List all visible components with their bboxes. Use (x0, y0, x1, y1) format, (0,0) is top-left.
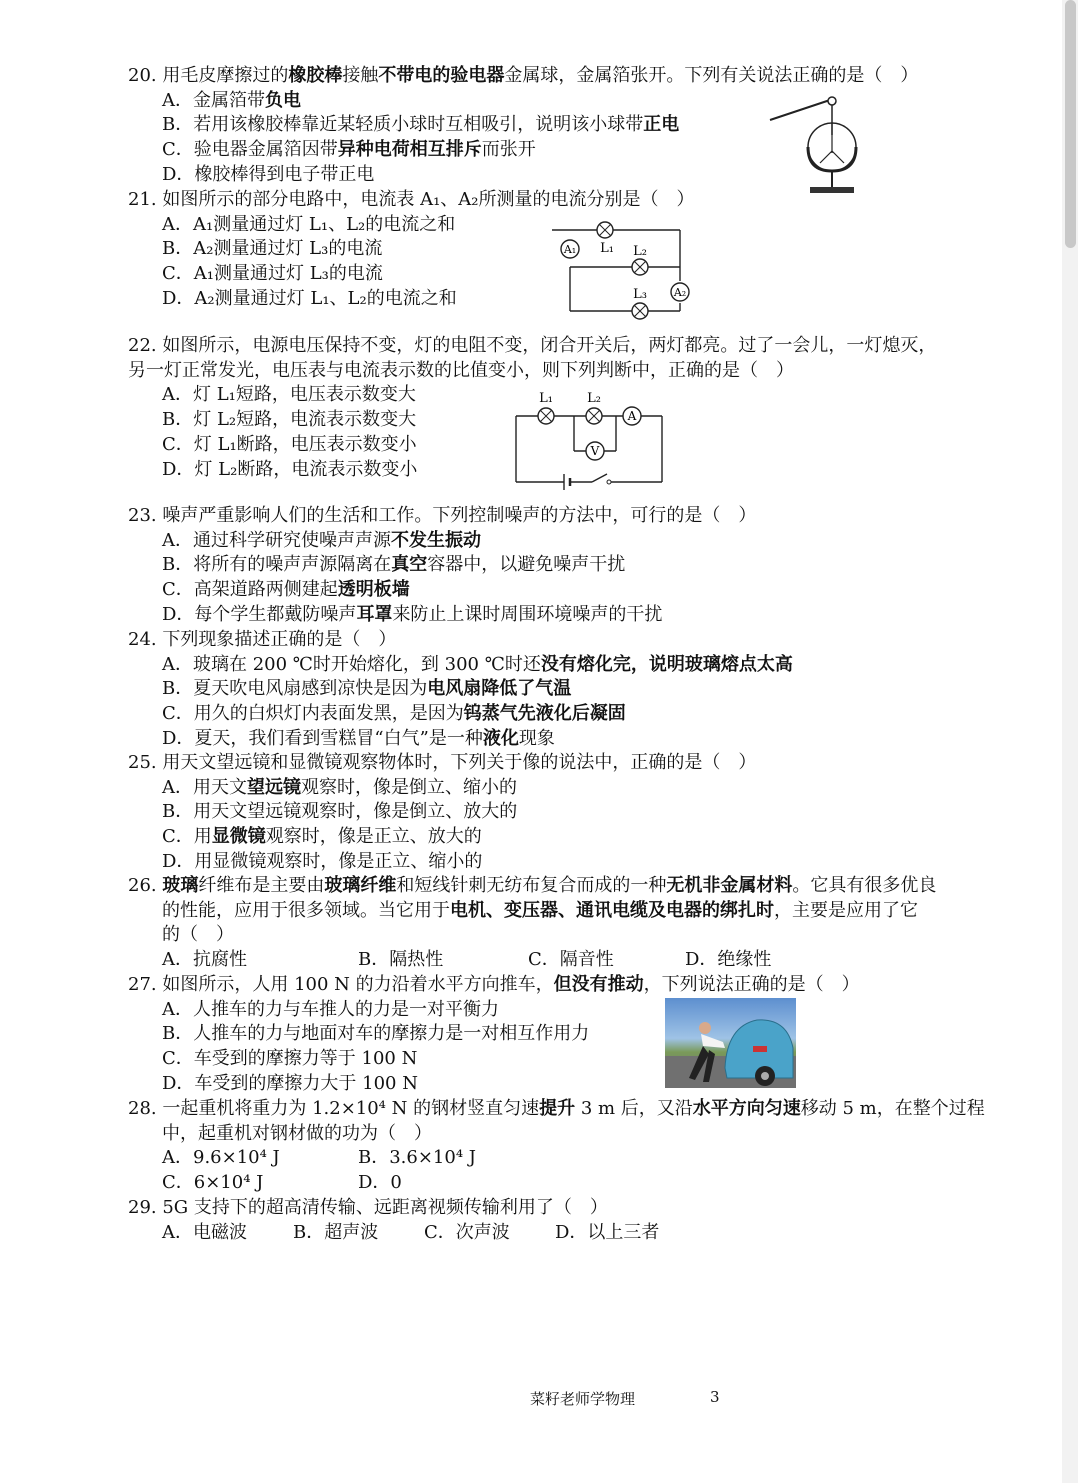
svg-text:A₁: A₁ (563, 243, 577, 256)
q26-option-d[interactable]: D．绝缘性 (685, 949, 772, 971)
q29-option-c[interactable]: C．次声波 (424, 1221, 510, 1243)
q22-option-a[interactable]: A．灯 L₁短路，电压表示数变大 (162, 384, 416, 406)
q23-d-bold: 耳罩 (356, 603, 393, 625)
q21-option-b[interactable]: B．A₂测量通过灯 L₃的电流 (162, 238, 383, 260)
q22-stem-line2: 另一灯正常发光，电压表与电流表示数的比值变小，则下列判断中，正确的是（ ） (128, 359, 794, 381)
q28-line1-mid: 3 m 后，又沿 (575, 1098, 693, 1119)
q21-lamp-l1 (597, 222, 614, 256)
q20-stem-mid: 接触 (342, 65, 379, 86)
q28-stem-line2: 中，起重机对钢材做的功为（ ） (162, 1122, 432, 1144)
q25-option-d[interactable]: D．用显微镜观察时，像是正立、缩小的 (162, 850, 483, 872)
q22-lamp-l1 (538, 391, 554, 424)
svg-text:L₁: L₁ (600, 241, 614, 256)
q28-option-b[interactable]: B．3.6×10⁴ J (358, 1147, 476, 1169)
q21-stem: 21. 如图所示的部分电路中，电流表 A₁、A₂所测量的电流分别是（ ） (128, 189, 695, 210)
footer-source: 菜籽老师学物理 (530, 1390, 636, 1408)
q20-bold-1: 橡胶棒 (288, 65, 343, 86)
q26-option-c[interactable]: C．隔音性 (528, 949, 614, 971)
question-28 (128, 1097, 985, 1196)
q20-a-text: A．金属箔带 (162, 89, 265, 111)
q26-bold-1: 玻璃 (162, 875, 199, 896)
q21-option-d[interactable]: D．A₂测量通过灯 L₁、L₂的电流之和 (162, 287, 457, 309)
q21-option-a[interactable]: A．A₁测量通过灯 L₁、L₂的电流之和 (162, 213, 456, 235)
q28-line1-text: 28. 一起重机将重力为 1.2×10⁴ N 的钢材竖直匀速 (128, 1098, 540, 1119)
q22-circuit-figure (512, 388, 667, 493)
q23-option-b[interactable] (128, 553, 756, 578)
q24-a-bold: 没有熔化完，说明玻璃熔点太高 (540, 653, 793, 675)
q26-stem-line1 (128, 874, 936, 899)
q20-c-bold: 异种电荷相互排斥 (337, 139, 482, 161)
q20-a-bold: 负电 (265, 89, 301, 111)
q21-lamp-l2 (632, 244, 648, 275)
q26-text-3: 。它具有很多优良 (792, 875, 937, 896)
q21-circuit-figure (550, 215, 700, 327)
q22-stem-line1: 22. 如图所示，电源电压保持不变，灯的电阻不变，闭合开关后，两灯都亮。过了一会儿，一灯熄灭， (128, 335, 937, 356)
q23-d-text: D．每个学生都戴防噪声 (162, 603, 357, 625)
q23-option-a[interactable] (128, 529, 756, 554)
page-number: 3 (710, 1388, 720, 1406)
q23-a-bold: 不发生振动 (391, 529, 481, 551)
q21-lamp-l3 (632, 287, 648, 319)
q27-option-a[interactable]: A．人推车的力与车推人的力是一对平衡力 (162, 998, 499, 1020)
q26-stem-line2 (128, 899, 936, 924)
q25-c-text: C．用 (162, 826, 212, 848)
q27-stem (128, 973, 860, 998)
q26-line2-post: ，主要是应用了它 (774, 899, 918, 921)
q28-option-d[interactable]: D．0 (358, 1172, 402, 1194)
svg-text:L₂: L₂ (633, 244, 647, 259)
q20-c-post: 而张开 (481, 139, 536, 161)
q26-options-row (128, 948, 936, 973)
q29-option-a[interactable]: A．电磁波 (162, 1221, 247, 1243)
q27-option-c[interactable]: C．车受到的摩擦力等于 100 N (162, 1048, 418, 1070)
q26-stem-line3: 的（ ） (162, 924, 234, 946)
q20-stem (128, 64, 918, 89)
q26-option-a[interactable]: A．抗腐性 (162, 949, 247, 971)
svg-text:L₂: L₂ (587, 391, 601, 406)
svg-text:A₂: A₂ (673, 286, 687, 299)
q20-option-d[interactable]: D．橡胶棒得到电子带正电 (162, 163, 375, 185)
q23-d-post: 来防止上课时周围环境噪声的干扰 (392, 603, 663, 625)
svg-text:A: A (627, 409, 637, 423)
q25-option-c[interactable] (128, 825, 756, 850)
question-25 (128, 751, 756, 875)
q23-b-bold: 真空 (391, 554, 428, 576)
q24-a-text: A．玻璃在 200 ℃时开始熔化，到 300 ℃时还 (162, 653, 541, 675)
q20-bold-2: 不带电的验电器 (378, 65, 505, 86)
q20-b-bold: 正电 (643, 114, 680, 136)
q26-text-1: 纤维布是主要由 (198, 875, 325, 896)
q28-line1-post: 移动 5 m，在整个过程 (800, 1098, 985, 1119)
q28-bold-1: 提升 (539, 1098, 576, 1119)
q21-ammeter-a2 (671, 283, 689, 301)
q25-stem: 25. 用天文望远镜和显微镜观察物体时，下列关于像的说法中，正确的是（ ） (128, 752, 757, 773)
q23-a-text: A．通过科学研究使噪声声源 (162, 529, 391, 551)
q25-c-post: 观察时，像是正立、放大的 (265, 826, 482, 848)
q24-stem: 24. 下列现象描述正确的是（ ） (128, 629, 397, 650)
q24-c-bold: 钨蒸气先液化后凝固 (463, 703, 626, 725)
q26-line2-bold: 电机、变压器、通讯电缆及电器的绑扎时 (450, 899, 774, 921)
q24-option-b[interactable] (128, 677, 793, 702)
q25-c-bold: 显微镜 (211, 826, 266, 848)
question-24 (128, 628, 793, 752)
q26-bold-3: 无机非金属材料 (666, 875, 793, 896)
q27-stem-post: ，下列说法正确的是（ ） (643, 974, 860, 995)
q22-ammeter (623, 407, 641, 425)
q25-a-bold: 望远镜 (247, 776, 301, 798)
q24-d-post: 现象 (518, 727, 555, 749)
q27-option-d[interactable]: D．车受到的摩擦力大于 100 N (162, 1072, 418, 1094)
question-26 (128, 874, 936, 973)
q25-option-a[interactable] (128, 776, 756, 801)
q28-option-a[interactable]: A．9.6×10⁴ J (162, 1147, 280, 1169)
electroscope-figure (768, 95, 868, 199)
q24-d-text: D．夏天，我们看到雪糕冒“白气”是一种 (162, 727, 483, 749)
svg-text:L₁: L₁ (539, 391, 553, 406)
q24-c-text: C．用久的白炽灯内表面发黑，是因为 (162, 703, 464, 725)
q22-option-d[interactable]: D．灯 L₂断路，电流表示数变小 (162, 458, 418, 480)
q23-c-text: C．高架道路两侧建起 (162, 579, 338, 601)
q20-stem-text: 20. 用毛皮摩擦过的 (128, 65, 289, 86)
svg-text:V: V (590, 444, 600, 458)
q21-option-c[interactable]: C．A₁测量通过灯 L₃的电流 (162, 263, 383, 285)
q26-option-b[interactable]: B．隔热性 (358, 949, 444, 971)
q27-stem-text: 27. 如图所示，人用 100 N 的力沿着水平方向推车， (128, 974, 554, 995)
q25-a-text: A．用天文 (162, 776, 247, 798)
q23-b-text: B．将所有的噪声声源隔离在 (162, 554, 392, 576)
q23-stem: 23. 噪声严重影响人们的生活和工作。下列控制噪声的方法中，可行的是（ ） (128, 505, 757, 526)
q24-option-a[interactable] (128, 653, 793, 678)
q24-d-bold: 液化 (482, 727, 519, 749)
q22-option-c[interactable]: C．灯 L₁断路，电压表示数变小 (162, 433, 417, 455)
q29-option-d[interactable]: D．以上三者 (555, 1221, 660, 1243)
q24-b-bold: 电风扇降低了气温 (427, 678, 572, 700)
q22-lamp-l2 (586, 391, 602, 424)
q24-option-d[interactable] (128, 727, 793, 752)
q22-option-b[interactable]: B．灯 L₂短路，电流表示数变大 (162, 409, 417, 431)
q27-option-b[interactable]: B．人推车的力与地面对车的摩擦力是一对相互作用力 (162, 1023, 590, 1045)
q26-line2-text: 的性能，应用于很多领域。当它用于 (162, 899, 450, 921)
q22-voltmeter (586, 442, 604, 460)
q20-c-text: C．验电器金属箔因带 (162, 139, 338, 161)
q26-text-2: 和短线针刺无纺布复合而成的一种 (396, 875, 667, 896)
q23-option-c[interactable] (128, 578, 756, 603)
q28-stem-line1 (128, 1097, 985, 1122)
q26-bold-2: 玻璃纤维 (324, 875, 397, 896)
q24-option-c[interactable] (128, 702, 793, 727)
q28-option-c[interactable]: C．6×10⁴ J (162, 1172, 264, 1194)
q26-number: 26. (128, 875, 163, 896)
person-pushing-car-photo (665, 998, 796, 1088)
q27-stem-bold: 但没有推动 (553, 974, 644, 995)
q28-bold-2: 水平方向匀速 (692, 1098, 801, 1119)
q29-options-row (128, 1221, 659, 1246)
q23-c-bold: 透明板墙 (337, 579, 410, 601)
q23-option-d[interactable] (128, 603, 756, 628)
q29-stem: 29. 5G 支持下的超高清传输、远距离视频传输利用了（ ） (128, 1197, 608, 1218)
q20-stem-post: 金属球，金属箔张开。下列有关说法正确的是（ ） (504, 65, 919, 86)
q25-a-post: 观察时，像是倒立、缩小的 (301, 776, 517, 798)
question-29 (128, 1196, 659, 1245)
q28-options-row-2 (128, 1171, 985, 1196)
q23-b-post: 容器中，以避免噪声干扰 (427, 554, 626, 576)
q28-options-row-1 (128, 1146, 985, 1171)
svg-text:L₃: L₃ (633, 287, 647, 302)
q25-option-b[interactable]: B．用天文望远镜观察时，像是倒立、放大的 (162, 801, 518, 823)
q20-b-text: B．若用该橡胶棒靠近某轻质小球时互相吸引，说明该小球带 (162, 114, 644, 136)
q21-ammeter-a1 (561, 240, 579, 258)
scrollbar-thumb[interactable] (1065, 0, 1076, 248)
q24-b-text: B．夏天吹电风扇感到凉快是因为 (162, 678, 428, 700)
question-23 (128, 504, 756, 628)
q29-option-b[interactable]: B．超声波 (293, 1221, 379, 1243)
